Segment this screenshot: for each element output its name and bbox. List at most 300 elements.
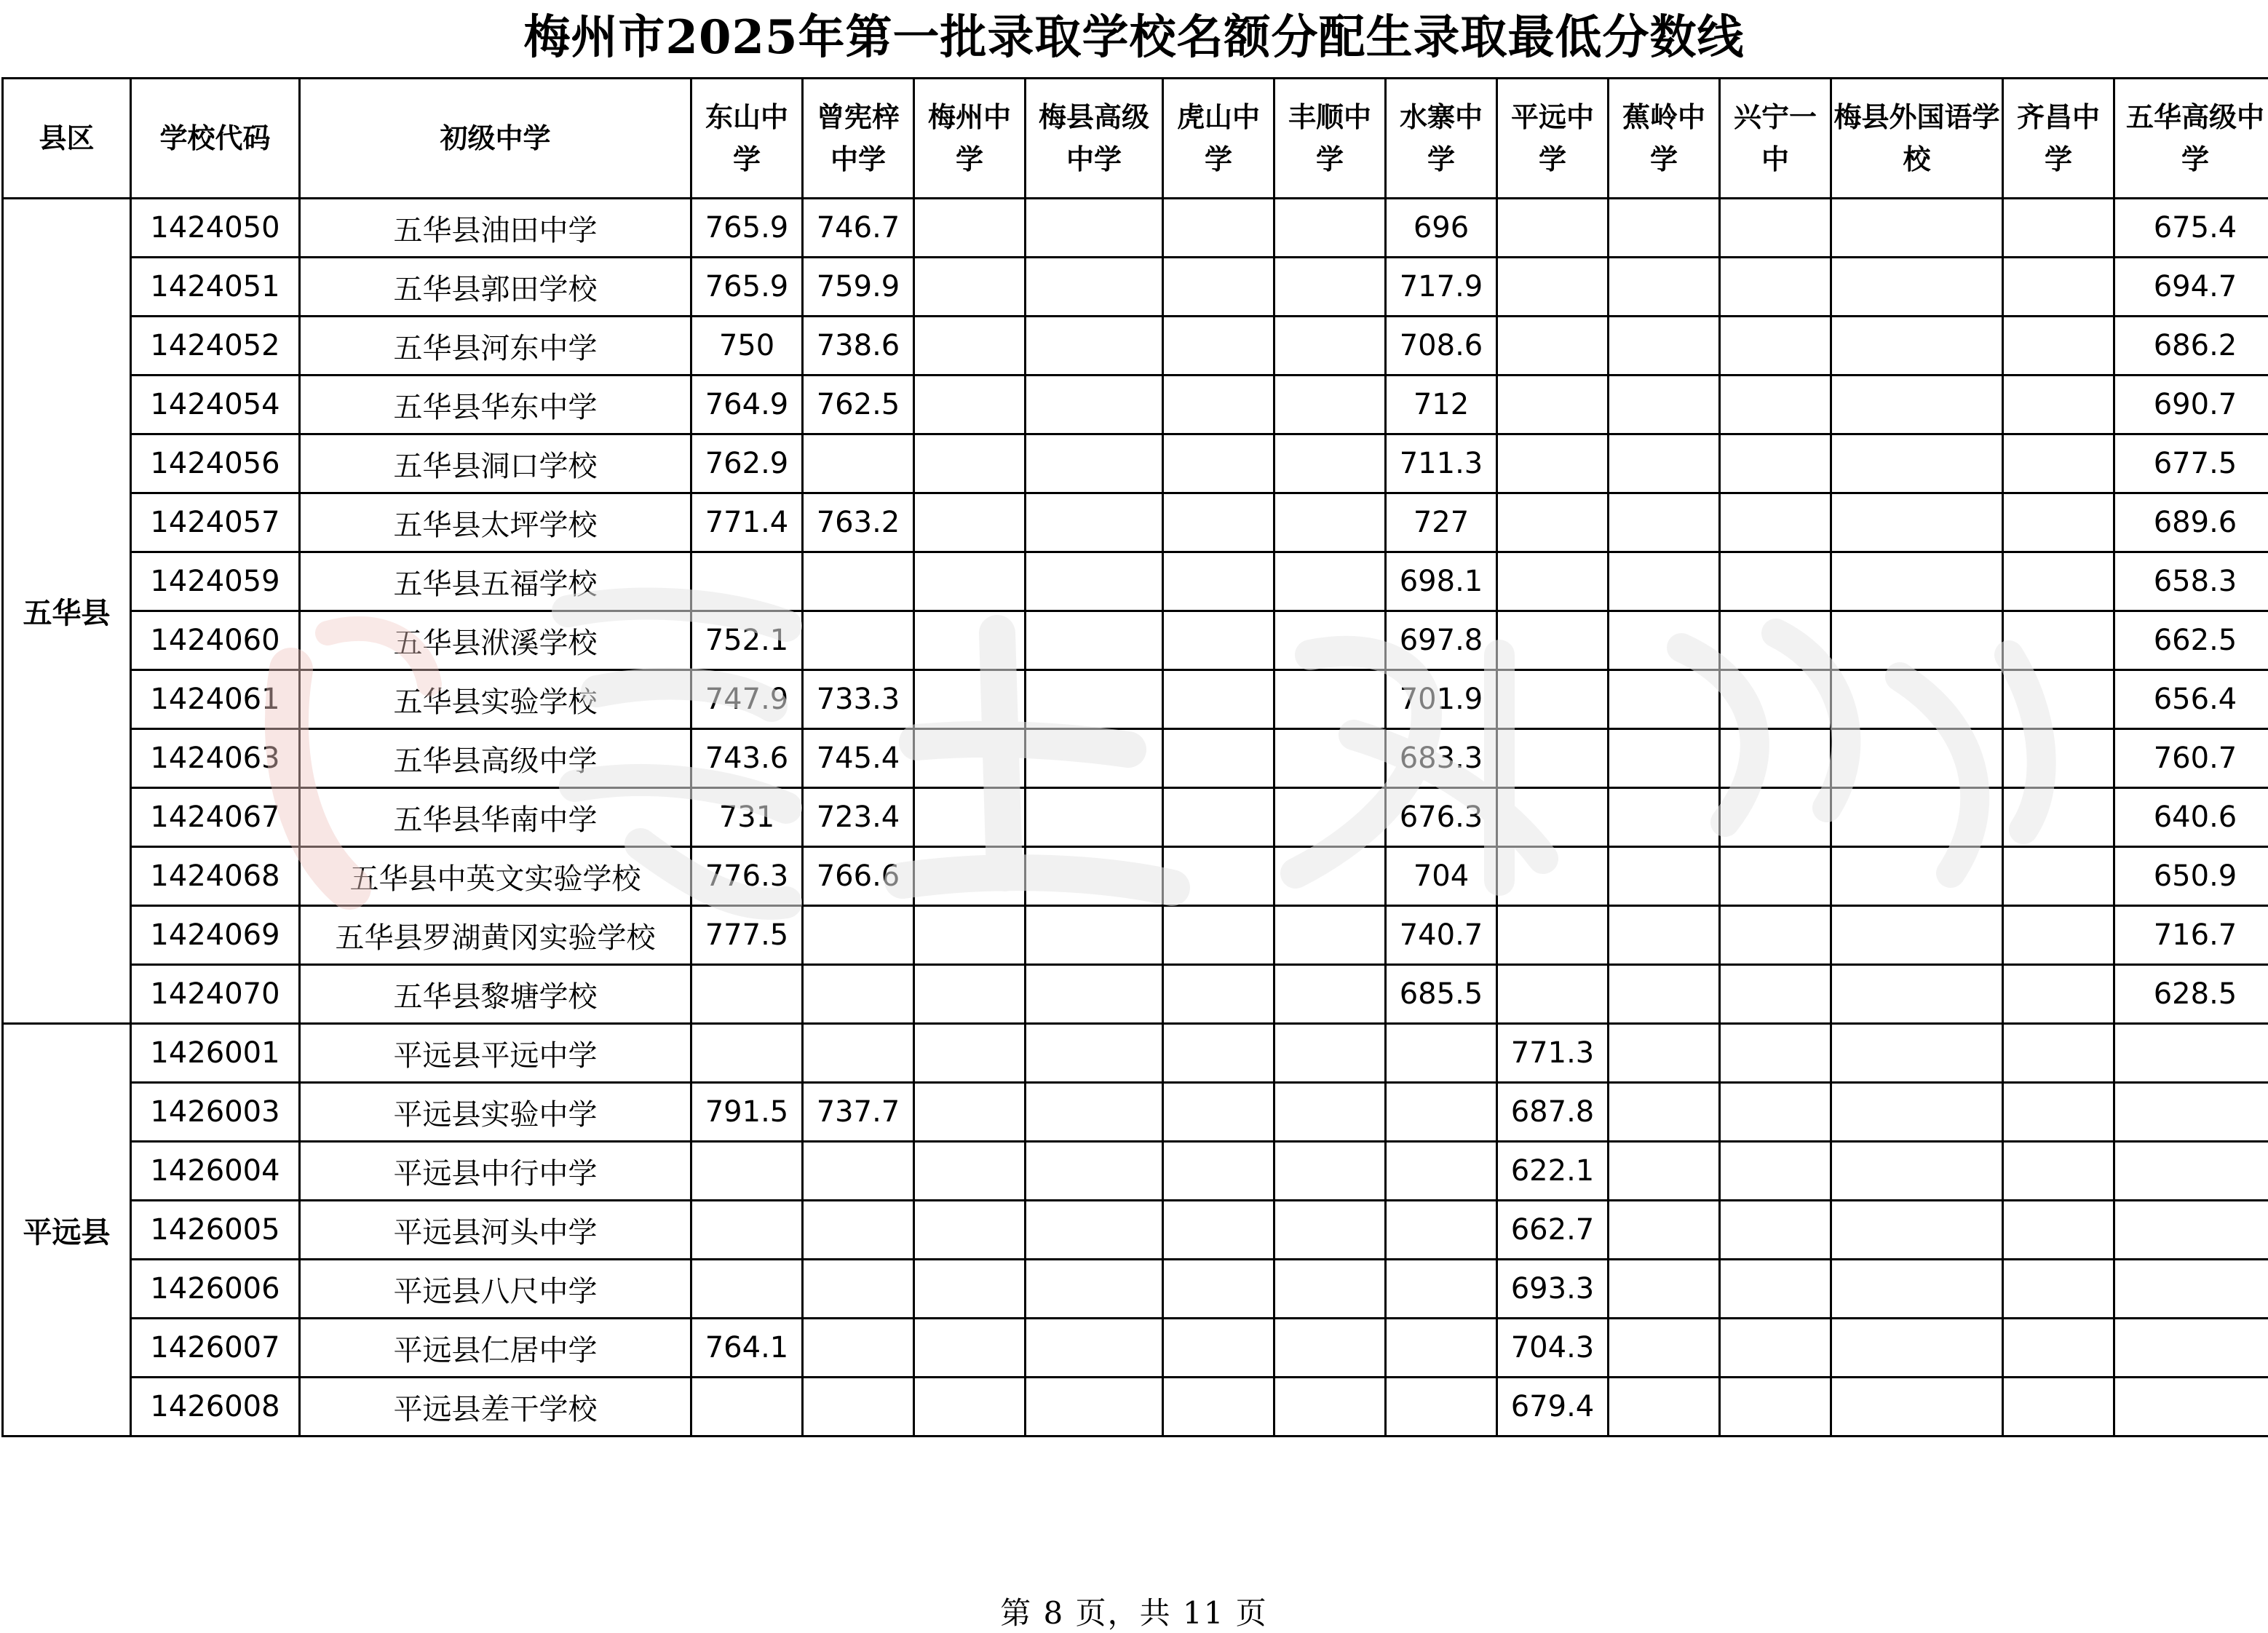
score-cell: 791.5 [691,1083,803,1142]
table-row [3,1142,2268,1201]
score-cell [1026,906,1163,965]
school-code-cell: 1426007 [131,1319,300,1378]
score-cell [803,1378,914,1437]
score-cell [2003,258,2114,317]
score-cell [2114,1378,2268,1437]
score-cell [1609,1201,1720,1260]
score-cell [1609,1319,1720,1378]
score-cell [1026,552,1163,611]
score-cell [1609,847,1720,906]
score-cell [1720,493,1831,552]
score-cell [1274,1201,1386,1260]
score-cell [803,552,914,611]
score-cell: 656.4 [2114,670,2268,729]
score-cell [1720,1260,1831,1319]
score-cell [1609,1142,1720,1201]
score-cell [1163,1083,1274,1142]
score-cell [914,847,1026,906]
score-cell: 698.1 [1386,552,1497,611]
school-code-cell: 1424068 [131,847,300,906]
score-cell [803,1260,914,1319]
score-cell [803,611,914,670]
score-cell: 764.1 [691,1319,803,1378]
score-cell [2003,906,2114,965]
score-cell [1831,434,2003,493]
score-cell [1026,258,1163,317]
score-cell [1163,258,1274,317]
score-cell [1720,788,1831,847]
table-row [3,317,2268,376]
score-cell [2114,1201,2268,1260]
score-cell [691,1024,803,1083]
score-cell [1720,965,1831,1024]
score-cell [1026,670,1163,729]
score-cell [1026,493,1163,552]
score-cell: 662.7 [1497,1201,1609,1260]
school-code-cell: 1426006 [131,1260,300,1319]
score-cell [1609,1083,1720,1142]
score-cell [1609,788,1720,847]
school-name-cell: 五华县油田中学 [300,199,691,258]
table-row [3,670,2268,729]
header-target: 梅州中学 [914,79,1026,199]
table-row [3,1378,2268,1437]
school-name-cell: 五华县洑溪学校 [300,611,691,670]
score-cell [1026,847,1163,906]
score-cell [1720,1378,1831,1437]
score-cell [1720,199,1831,258]
school-code-cell: 1426005 [131,1201,300,1260]
score-cell: 704.3 [1497,1319,1609,1378]
header-code: 学校代码 [131,79,300,199]
score-cell [1274,1319,1386,1378]
score-cell [1163,1378,1274,1437]
score-cell [1163,434,1274,493]
score-cell [1274,1083,1386,1142]
score-cell: 738.6 [803,317,914,376]
score-cell: 690.7 [2114,376,2268,434]
table-row [3,965,2268,1024]
school-code-cell: 1424050 [131,199,300,258]
score-cell [1720,611,1831,670]
score-cell: 685.5 [1386,965,1497,1024]
school-name-cell: 五华县黎塘学校 [300,965,691,1024]
header-school: 初级中学 [300,79,691,199]
score-cell [1386,1201,1497,1260]
score-cell: 693.3 [1497,1260,1609,1319]
score-cell [1026,1142,1163,1201]
school-name-cell: 五华县罗湖黄冈实验学校 [300,906,691,965]
score-cell [1026,611,1163,670]
score-cell [1720,1024,1831,1083]
score-cell [2003,493,2114,552]
score-cell [803,1142,914,1201]
score-cell: 765.9 [691,258,803,317]
score-cell [1609,493,1720,552]
school-code-cell: 1424051 [131,258,300,317]
score-cell [1163,1024,1274,1083]
score-cell [1609,317,1720,376]
score-cell [2003,1201,2114,1260]
score-cell [1274,1260,1386,1319]
table-body [3,199,2268,1437]
school-code-cell: 1426001 [131,1024,300,1083]
school-name-cell: 平远县中行中学 [300,1142,691,1201]
score-cell [1831,493,2003,552]
table-row [3,258,2268,317]
score-cell: 716.7 [2114,906,2268,965]
score-cell [1163,376,1274,434]
page-footer: 第 8 页，共 11 页 [0,1589,2268,1633]
school-name-cell: 五华县太坪学校 [300,493,691,552]
score-cell [1386,1378,1497,1437]
score-cell: 777.5 [691,906,803,965]
school-name-cell: 平远县实验中学 [300,1083,691,1142]
score-cell [914,729,1026,788]
score-cell [1497,376,1609,434]
school-code-cell: 1424069 [131,906,300,965]
score-cell [1609,906,1720,965]
score-cell [2003,552,2114,611]
score-cell [2114,1024,2268,1083]
score-cell [1720,317,1831,376]
school-name-cell: 平远县仁居中学 [300,1319,691,1378]
score-cell: 704 [1386,847,1497,906]
score-cell [691,1260,803,1319]
table-row [3,199,2268,258]
score-cell [1497,965,1609,1024]
score-cell [1609,1260,1720,1319]
score-cell [1497,317,1609,376]
score-cell [691,552,803,611]
score-cell [1497,906,1609,965]
score-cell [2003,788,2114,847]
school-code-cell: 1426004 [131,1142,300,1201]
score-cell [914,317,1026,376]
score-cell [1831,847,2003,906]
score-cell [1026,1201,1163,1260]
table-row [3,493,2268,552]
score-cell [1609,552,1720,611]
score-cell [914,906,1026,965]
score-cell: 747.9 [691,670,803,729]
score-cell: 712 [1386,376,1497,434]
score-cell: 675.4 [2114,199,2268,258]
score-cell [914,376,1026,434]
score-cell [1720,376,1831,434]
score-cell [2003,670,2114,729]
score-cell: 745.4 [803,729,914,788]
score-cell: 628.5 [2114,965,2268,1024]
score-cell [1609,376,1720,434]
score-cell: 731 [691,788,803,847]
score-cell [1163,788,1274,847]
score-cell [1609,1024,1720,1083]
score-cell: 759.9 [803,258,914,317]
score-cell [1274,1142,1386,1201]
score-cell [1026,1083,1163,1142]
school-code-cell: 1424059 [131,552,300,611]
header-target: 虎山中学 [1163,79,1274,199]
score-cell [914,434,1026,493]
score-cell [914,199,1026,258]
score-cell [1163,317,1274,376]
score-cell [1720,1142,1831,1201]
score-cell [914,788,1026,847]
school-name-cell: 平远县河头中学 [300,1201,691,1260]
score-cell [1831,906,2003,965]
score-cell [691,1201,803,1260]
score-cell [1386,1024,1497,1083]
score-cell [1609,258,1720,317]
score-cell [914,493,1026,552]
score-cell [2003,1142,2114,1201]
score-cell [2114,1083,2268,1142]
table-row [3,729,2268,788]
score-cell: 676.3 [1386,788,1497,847]
score-cell [1163,199,1274,258]
score-cell [914,611,1026,670]
score-cell: 743.6 [691,729,803,788]
score-cell [1274,1024,1386,1083]
score-cell [1497,611,1609,670]
score-cell [803,906,914,965]
score-cell [1497,847,1609,906]
score-cell: 701.9 [1386,670,1497,729]
school-code-cell: 1426003 [131,1083,300,1142]
score-cell: 679.4 [1497,1378,1609,1437]
score-cell [1163,552,1274,611]
table-row [3,1024,2268,1083]
score-cell: 677.5 [2114,434,2268,493]
score-cell [1386,1260,1497,1319]
score-cell [1497,729,1609,788]
score-cell [1720,258,1831,317]
score-cell [1831,729,2003,788]
school-code-cell: 1424054 [131,376,300,434]
school-name-cell: 平远县差干学校 [300,1378,691,1437]
score-cell [1163,670,1274,729]
score-cell [914,1083,1026,1142]
score-cell [2003,434,2114,493]
score-cell [2003,1378,2114,1437]
score-cell [2003,199,2114,258]
score-cell [1274,1378,1386,1437]
score-cell [1274,199,1386,258]
header-target: 东山中学 [691,79,803,199]
score-cell [1497,199,1609,258]
score-cell [1274,788,1386,847]
score-cell [1609,199,1720,258]
table-row [3,434,2268,493]
score-cell: 658.3 [2114,552,2268,611]
score-cell: 650.9 [2114,847,2268,906]
score-cell: 697.8 [1386,611,1497,670]
score-cell [2114,1319,2268,1378]
school-name-cell: 五华县华东中学 [300,376,691,434]
score-cell [1163,493,1274,552]
score-cell [914,552,1026,611]
score-cell [1831,788,2003,847]
header-target: 丰顺中学 [1274,79,1386,199]
score-cell [2003,1083,2114,1142]
header-target: 梅县外国语学校 [1831,79,2003,199]
score-cell: 640.6 [2114,788,2268,847]
school-name-cell: 平远县平远中学 [300,1024,691,1083]
score-cell [1831,1201,2003,1260]
school-name-cell: 五华县河东中学 [300,317,691,376]
score-cell [1831,317,2003,376]
score-cell [914,1319,1026,1378]
score-table [1,77,2268,1437]
score-cell [1274,493,1386,552]
school-name-cell: 平远县八尺中学 [300,1260,691,1319]
score-cell: 752.1 [691,611,803,670]
score-cell [1026,199,1163,258]
score-cell [1026,729,1163,788]
score-cell [1831,552,2003,611]
school-name-cell: 五华县郭田学校 [300,258,691,317]
score-cell [1163,611,1274,670]
score-cell: 766.6 [803,847,914,906]
header-target: 水寨中学 [1386,79,1497,199]
school-name-cell: 五华县中英文实验学校 [300,847,691,906]
score-cell [1831,1142,2003,1201]
score-cell: 622.1 [1497,1142,1609,1201]
score-cell [2003,1260,2114,1319]
table-row [3,1319,2268,1378]
county-cell: 平远县 [3,1024,131,1437]
school-code-cell: 1424060 [131,611,300,670]
score-cell [1609,965,1720,1024]
table-row [3,847,2268,906]
score-cell [1163,1201,1274,1260]
school-code-cell: 1424056 [131,434,300,493]
score-cell: 762.5 [803,376,914,434]
score-cell [914,965,1026,1024]
score-cell [1831,1024,2003,1083]
score-cell [691,1142,803,1201]
score-cell [1720,906,1831,965]
score-cell [1720,847,1831,906]
page-title: 梅州市2025年第一批录取学校名额分配生录取最低分数线 [0,3,2268,73]
header-target: 梅县高级中学 [1026,79,1163,199]
table-row [3,552,2268,611]
school-code-cell: 1426008 [131,1378,300,1437]
score-cell: 727 [1386,493,1497,552]
score-cell: 687.8 [1497,1083,1609,1142]
score-cell [1609,729,1720,788]
score-cell [1026,965,1163,1024]
score-cell [1720,434,1831,493]
score-cell [1831,611,2003,670]
score-cell [1026,1378,1163,1437]
score-cell [803,1319,914,1378]
score-cell [1831,1260,2003,1319]
score-cell [1026,1319,1163,1378]
score-cell [803,434,914,493]
score-cell: 717.9 [1386,258,1497,317]
score-cell [1274,376,1386,434]
table-row [3,906,2268,965]
score-cell: 708.6 [1386,317,1497,376]
score-cell [1163,1260,1274,1319]
school-name-cell: 五华县五福学校 [300,552,691,611]
score-cell [1720,670,1831,729]
score-cell [1026,1260,1163,1319]
table-row [3,1260,2268,1319]
score-cell [914,670,1026,729]
score-cell [1386,1083,1497,1142]
score-cell [2003,1319,2114,1378]
score-cell [1026,1024,1163,1083]
score-cell: 750 [691,317,803,376]
score-cell [1497,552,1609,611]
score-cell [1831,670,2003,729]
score-cell [1720,1319,1831,1378]
score-cell [1609,1378,1720,1437]
score-cell [1831,1378,2003,1437]
score-cell: 694.7 [2114,258,2268,317]
school-code-cell: 1424070 [131,965,300,1024]
score-cell [1720,552,1831,611]
score-cell [1386,1319,1497,1378]
school-code-cell: 1424052 [131,317,300,376]
score-cell: 686.2 [2114,317,2268,376]
school-name-cell: 五华县华南中学 [300,788,691,847]
score-cell [1720,1083,1831,1142]
score-cell [1720,1201,1831,1260]
score-cell [1026,376,1163,434]
score-cell [2003,1024,2114,1083]
score-cell [914,1201,1026,1260]
school-code-cell: 1424067 [131,788,300,847]
score-cell [2003,965,2114,1024]
score-cell: 746.7 [803,199,914,258]
score-cell [1274,434,1386,493]
header-county: 县区 [3,79,131,199]
header-row [3,79,2268,199]
score-cell [2114,1142,2268,1201]
header-target: 蕉岭中学 [1609,79,1720,199]
score-cell [1274,729,1386,788]
score-cell [2003,376,2114,434]
table-row [3,1201,2268,1260]
header-target: 曾宪梓中学 [803,79,914,199]
school-name-cell: 五华县洞口学校 [300,434,691,493]
score-cell [914,258,1026,317]
score-cell [1609,611,1720,670]
header-target: 五华高级中学 [2114,79,2268,199]
score-cell [1609,670,1720,729]
table-row [3,611,2268,670]
score-cell [1274,552,1386,611]
score-cell [2003,317,2114,376]
school-name-cell: 五华县实验学校 [300,670,691,729]
score-cell [803,965,914,1024]
score-cell: 765.9 [691,199,803,258]
table-row [3,376,2268,434]
score-cell [1609,434,1720,493]
school-code-cell: 1424063 [131,729,300,788]
score-cell: 683.3 [1386,729,1497,788]
score-cell [2114,1260,2268,1319]
score-cell: 662.5 [2114,611,2268,670]
score-cell [1497,258,1609,317]
score-cell [1497,670,1609,729]
score-cell [914,1260,1026,1319]
score-cell [1163,1142,1274,1201]
